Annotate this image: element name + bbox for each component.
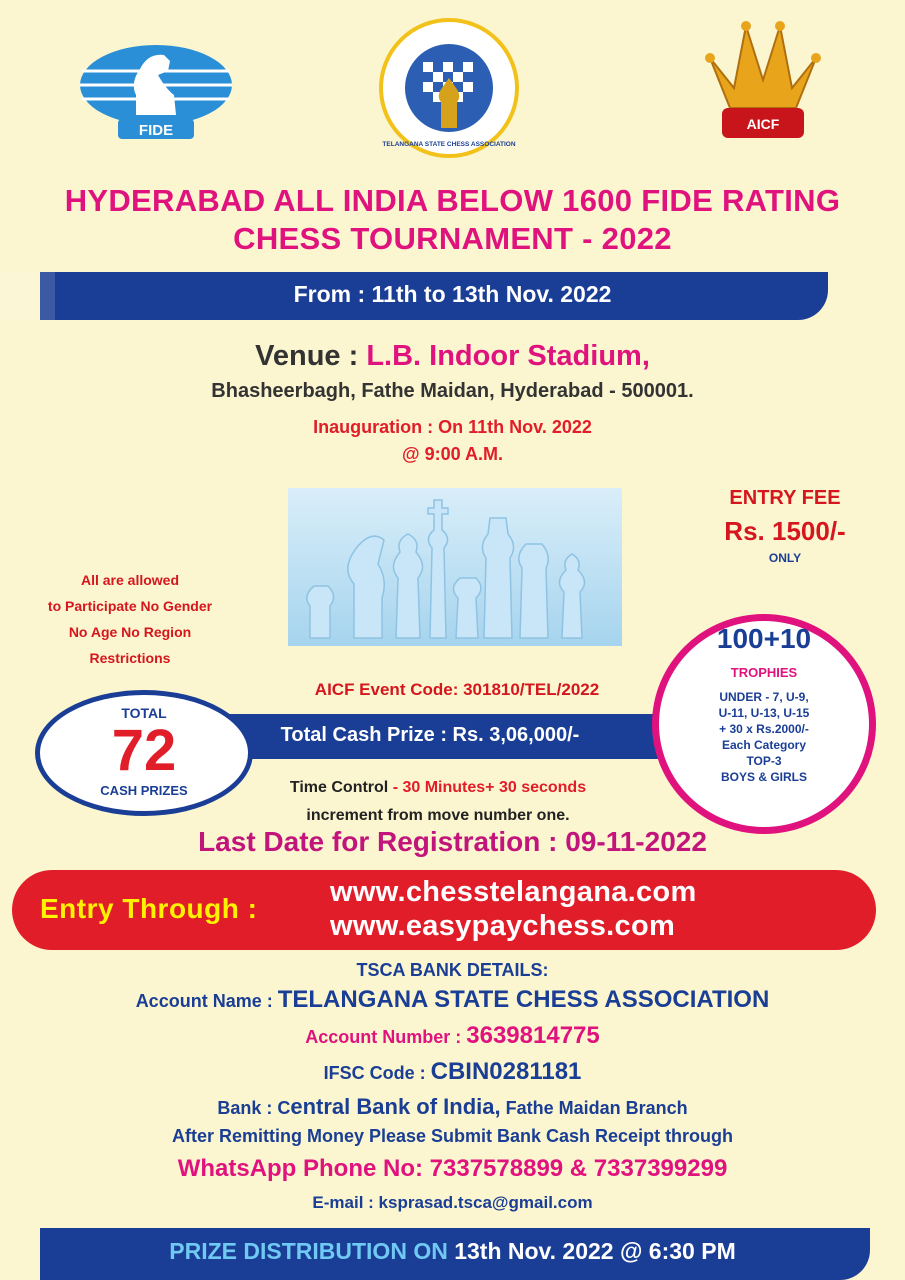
total-cash-prize: Total Cash Prize : Rs. 3,06,000/- (280, 724, 580, 746)
title-line-1: HYDERABAD ALL INDIA BELOW 1600 FIDE RATING (64, 183, 841, 218)
whatsapp-numbers: WhatsApp Phone No: 7337578899 & 7337399299 (177, 1155, 728, 1182)
remittance-instruction: After Remitting Money Please Submit Bank Cash Receipt through (171, 1126, 734, 1146)
trophies-details (679, 689, 849, 785)
entry-through-label: Entry Through : (40, 893, 258, 924)
trophies-label: TROPHIES (730, 665, 798, 680)
prize-distribution (0, 1238, 905, 1265)
entry-fee (700, 487, 870, 565)
trophies-line: Each Category (721, 738, 807, 752)
eligibility-line: to Participate No Gender (47, 598, 213, 614)
ifsc-code (0, 1058, 905, 1086)
entry-fee-label: ENTRY FEE (729, 487, 841, 509)
trophies-line: U-11, U-13, U-15 (718, 706, 810, 720)
fide-logo-text: FIDE (138, 122, 174, 139)
prize-distribution-label: PRIZE DISTRIBUTION ON (169, 1238, 455, 1264)
trophies-count: 100+10 (716, 623, 812, 654)
time-control-sep: - (388, 779, 403, 796)
last-registration-date: Last Date for Registration : 09-11-2022 (198, 826, 707, 857)
trophies-line: + 30 x Rs.2000/- (719, 722, 809, 736)
eligibility-line: All are allowed (80, 572, 180, 588)
aicf-logo (700, 18, 826, 148)
eligibility-line: Restrictions (89, 650, 171, 666)
chess-pieces-image (288, 488, 622, 646)
bank-name-value: entral Bank of India, (290, 1094, 501, 1119)
bank-label: Bank : C (217, 1098, 291, 1118)
bank-branch: Fathe Maidan Branch (500, 1098, 688, 1118)
bank-heading: TSCA BANK DETAILS: (356, 960, 549, 980)
account-number-label: Account Number : (305, 1027, 467, 1047)
tournament-dates: From : 11th to 13th Nov. 2022 (293, 281, 612, 307)
ifsc-label: IFSC Code : (323, 1063, 431, 1083)
inauguration-date: Inauguration : On 11th Nov. 2022 (313, 417, 592, 437)
entry-fee-amount: Rs. 1500/- (724, 516, 846, 546)
venue-name: L.B. Indoor Stadium, (366, 340, 650, 372)
bank-name (0, 1094, 905, 1120)
title-line-2: CHESS TOURNAMENT - 2022 (233, 221, 672, 256)
account-name-label: Account Name : (135, 991, 278, 1011)
registration-link-easypaychess[interactable]: www.easypaychess.com (330, 910, 676, 942)
time-control-increment: increment from move number one. (306, 807, 570, 824)
trophies-badge (652, 614, 876, 834)
time-control (248, 774, 628, 830)
trophies-line: BOYS & GIRLS (720, 770, 807, 784)
account-number (0, 1022, 905, 1050)
eligibility-note (40, 567, 220, 671)
eligibility-line: No Age No Region (68, 624, 192, 640)
aicf-logo-text: AICF (746, 116, 780, 132)
account-name (0, 986, 905, 1014)
tournament-title (0, 182, 905, 258)
venue-line (0, 340, 905, 373)
ifsc-value: CBIN0281181 (430, 1058, 582, 1085)
cash-prizes-badge (35, 690, 253, 816)
prize-distribution-when: 13th Nov. 2022 @ 6:30 PM (454, 1238, 736, 1264)
inauguration-time: @ 9:00 A.M. (402, 444, 503, 464)
registration-link-chesstelangana[interactable]: www.chesstelangana.com (330, 876, 697, 908)
tsca-logo (378, 18, 520, 158)
trophies-line: UNDER - 7, U-9, (719, 690, 809, 704)
time-control-value: 30 Minutes+ 30 seconds (402, 779, 587, 796)
cash-prizes-count: 72 (111, 718, 177, 783)
inauguration (0, 414, 905, 468)
event-code: AICF Event Code: 301810/TEL/2022 (314, 680, 600, 699)
venue-label: Venue : (255, 340, 367, 372)
trophies-line: TOP-3 (746, 754, 782, 768)
cash-prizes-label: CASH PRIZES (100, 783, 188, 798)
contact-email[interactable]: E-mail : ksprasad.tsca@gmail.com (312, 1193, 593, 1212)
entry-fee-note: ONLY (768, 551, 802, 565)
account-name-value: TELANGANA STATE CHESS ASSOCIATION (277, 986, 770, 1013)
tsca-logo-text: TELANGANA STATE CHESS ASSOCIATION (382, 141, 516, 148)
venue-address: Bhasheerbagh, Fathe Maidan, Hyderabad - 500001. (211, 380, 694, 402)
fide-logo (78, 35, 234, 141)
cash-prizes-total-label: TOTAL (121, 705, 167, 721)
account-number-value: 3639814775 (466, 1022, 600, 1049)
time-control-label: Time Control (289, 779, 389, 796)
